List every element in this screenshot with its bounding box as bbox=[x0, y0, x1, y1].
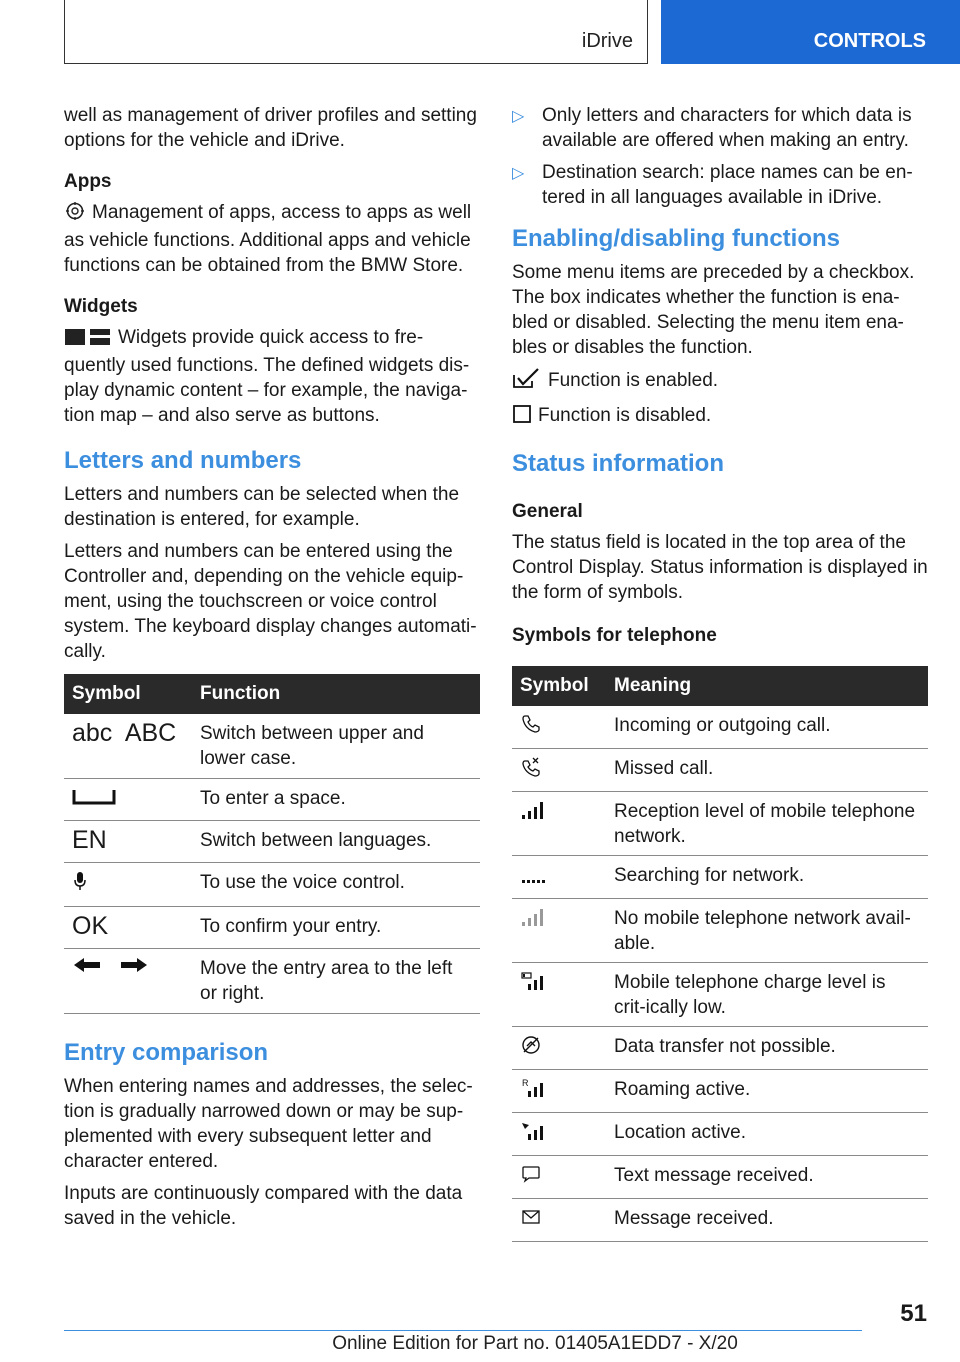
table-row bbox=[512, 963, 928, 1027]
letters-paragraph-1: Letters and numbers can be selected when the destination is entered, for example. bbox=[64, 484, 460, 530]
table-row bbox=[64, 779, 480, 821]
col-header-meaning: Meaning bbox=[606, 666, 928, 706]
entry-heading: Entry comparison bbox=[64, 1039, 269, 1066]
col-header-function: Function bbox=[192, 674, 480, 714]
table-row bbox=[512, 899, 928, 963]
right-column bbox=[512, 103, 928, 1242]
table-row bbox=[512, 1113, 928, 1156]
checkbox-empty-icon bbox=[512, 404, 532, 431]
table-row bbox=[64, 949, 480, 1014]
table-cell-function: To confirm your entry. bbox=[192, 907, 480, 949]
microphone-icon bbox=[72, 870, 88, 892]
envelope-icon bbox=[520, 1206, 542, 1228]
keyboard-symbols-table bbox=[64, 674, 480, 1014]
roaming-icon bbox=[520, 1077, 546, 1099]
enabled-line bbox=[512, 367, 928, 396]
general-title: General bbox=[512, 501, 583, 522]
arrow-left-icon bbox=[72, 956, 102, 974]
table-cell-meaning: Message received. bbox=[606, 1199, 928, 1242]
footer-divider bbox=[64, 1330, 862, 1331]
table-row bbox=[512, 1156, 928, 1199]
missed-call-icon bbox=[520, 756, 542, 778]
svg-text:R: R bbox=[522, 1078, 529, 1088]
voice-symbol bbox=[64, 863, 192, 907]
checkbox-checked-icon bbox=[512, 367, 542, 396]
table-row bbox=[512, 1027, 928, 1070]
table-cell-meaning: Reception level of mobile telephone network. bbox=[606, 792, 928, 856]
table-cell-function: To use the voice control. bbox=[192, 863, 480, 907]
table-cell-meaning: Mobile telephone charge level is crit‐ically low. bbox=[606, 963, 928, 1027]
table-row bbox=[64, 907, 480, 949]
general-paragraph: The status field is located in the top area of the Control Display. Status information is displayed in the form of symbols. bbox=[512, 532, 928, 603]
table-cell-meaning: No mobile telephone network avail‐able. bbox=[606, 899, 928, 963]
signal-bars-icon bbox=[520, 799, 546, 821]
no-data-icon bbox=[520, 1034, 542, 1056]
header-chapter-tab bbox=[661, 0, 960, 64]
footer-edition: Online Edition for Part no. 01405A1EDD7 - X/20 bbox=[332, 1333, 738, 1354]
space-symbol bbox=[64, 779, 192, 821]
bullet-list bbox=[512, 103, 928, 210]
arrow-right-icon bbox=[119, 956, 149, 974]
table-cell-meaning: Text message received. bbox=[606, 1156, 928, 1199]
page-number: 51 bbox=[900, 1300, 927, 1327]
table-row bbox=[512, 856, 928, 899]
searching-network-icon bbox=[520, 863, 546, 885]
table-row bbox=[512, 706, 928, 749]
list-item bbox=[512, 103, 928, 153]
table-cell-meaning: Incoming or outgoing call. bbox=[606, 706, 928, 749]
bullet-triangle-icon: ▷ bbox=[512, 165, 525, 182]
enabling-heading: Enabling/disabling functions bbox=[512, 225, 840, 252]
col-header-symbol: Symbol bbox=[512, 666, 606, 706]
status-heading: Status information bbox=[512, 450, 725, 477]
apps-text: Management of apps, access to apps as well as vehicle functions. Additional apps and vehicle functions can be obtained from the BMW Store. bbox=[64, 202, 472, 276]
bullet-triangle-icon: ▷ bbox=[512, 108, 525, 125]
table-row bbox=[512, 792, 928, 856]
widgets-icon bbox=[64, 328, 112, 353]
confirm-text: OK bbox=[72, 912, 109, 940]
letters-paragraph-2: Letters and numbers can be entered using the Controller and, depending on the vehicle equip‐ment, using the touchscreen or voice control system. The keyboard display changes automati‐cally. bbox=[64, 541, 477, 662]
letters-heading: Letters and numbers bbox=[64, 447, 302, 474]
apps-gear-icon bbox=[64, 201, 86, 228]
location-icon bbox=[520, 1120, 546, 1142]
space-bar-icon bbox=[72, 786, 116, 806]
table-row bbox=[64, 863, 480, 907]
table-cell-meaning: Missed call. bbox=[606, 749, 928, 792]
confirm-symbol bbox=[64, 907, 192, 949]
table-row bbox=[512, 1199, 928, 1242]
case-switch-text: abc ABC bbox=[72, 719, 177, 747]
table-row bbox=[64, 714, 480, 779]
language-symbol bbox=[64, 821, 192, 863]
table-cell-function: Switch between languages. bbox=[192, 821, 480, 863]
table-header-row bbox=[512, 666, 928, 706]
case-switch-symbol bbox=[64, 714, 192, 779]
widgets-paragraph bbox=[64, 325, 480, 428]
table-row bbox=[64, 821, 480, 863]
enabled-text: Function is enabled. bbox=[548, 370, 719, 391]
table-cell-meaning: Location active. bbox=[606, 1113, 928, 1156]
table-cell-meaning: Searching for network. bbox=[606, 856, 928, 899]
table-row bbox=[512, 749, 928, 792]
header-section-label: iDrive bbox=[581, 30, 633, 52]
header-chapter-label: CONTROLS bbox=[813, 30, 926, 52]
list-item bbox=[512, 160, 928, 210]
move-symbol bbox=[64, 949, 192, 1014]
widgets-title: Widgets bbox=[64, 296, 138, 317]
phone-icon bbox=[520, 713, 542, 735]
widgets-text: Widgets provide quick access to fre‐quently used functions. The defined widgets dis‐play dynamic content – for example, the naviga‐tion map – and also serve as buttons. bbox=[64, 327, 470, 426]
speech-bubble-icon bbox=[520, 1163, 542, 1185]
no-network-icon bbox=[520, 906, 546, 928]
table-cell-meaning: Roaming active. bbox=[606, 1070, 928, 1113]
disabled-text: Function is disabled. bbox=[538, 405, 712, 426]
entry-paragraph-1: When entering names and addresses, the selec‐tion is gradually narrowed down or may be sup‐plemented with every subsequent letter and character entered. bbox=[64, 1076, 473, 1172]
col-header-symbol: Symbol bbox=[64, 674, 192, 714]
table-cell-function: To enter a space. bbox=[192, 779, 480, 821]
table-header-row bbox=[64, 674, 480, 714]
apps-paragraph bbox=[64, 200, 480, 278]
telephone-symbols-table bbox=[512, 666, 928, 1242]
phone-symbols-title: Symbols for telephone bbox=[512, 625, 717, 646]
apps-title: Apps bbox=[64, 171, 112, 192]
table-cell-function: Switch between upper and lower case. bbox=[192, 714, 480, 779]
left-column bbox=[64, 103, 480, 1238]
header-section-tab bbox=[64, 0, 648, 64]
intro-paragraph: well as management of driver profiles and setting options for the vehicle and iDrive. bbox=[64, 105, 477, 151]
enabling-paragraph: Some menu items are preceded by a checkbox. The box indicates whether the function is ena‐bled or disabled. Selecting the menu item ena‐bles or disables the function. bbox=[512, 262, 915, 358]
bullet-text: Destination search: place names can be en‐tered in all languages available in iDrive. bbox=[542, 162, 913, 208]
entry-paragraph-2: Inputs are continuously compared with the data saved in the vehicle. bbox=[64, 1183, 463, 1229]
table-cell-function: Move the entry area to the left or right. bbox=[192, 949, 480, 1014]
language-text: EN bbox=[72, 826, 107, 854]
disabled-line bbox=[512, 403, 928, 431]
table-cell-meaning: Data transfer not possible. bbox=[606, 1027, 928, 1070]
table-row bbox=[512, 1070, 928, 1113]
low-battery-icon bbox=[520, 970, 546, 992]
bullet-text: Only letters and characters for which data is available are offered when making an entry. bbox=[542, 105, 912, 151]
